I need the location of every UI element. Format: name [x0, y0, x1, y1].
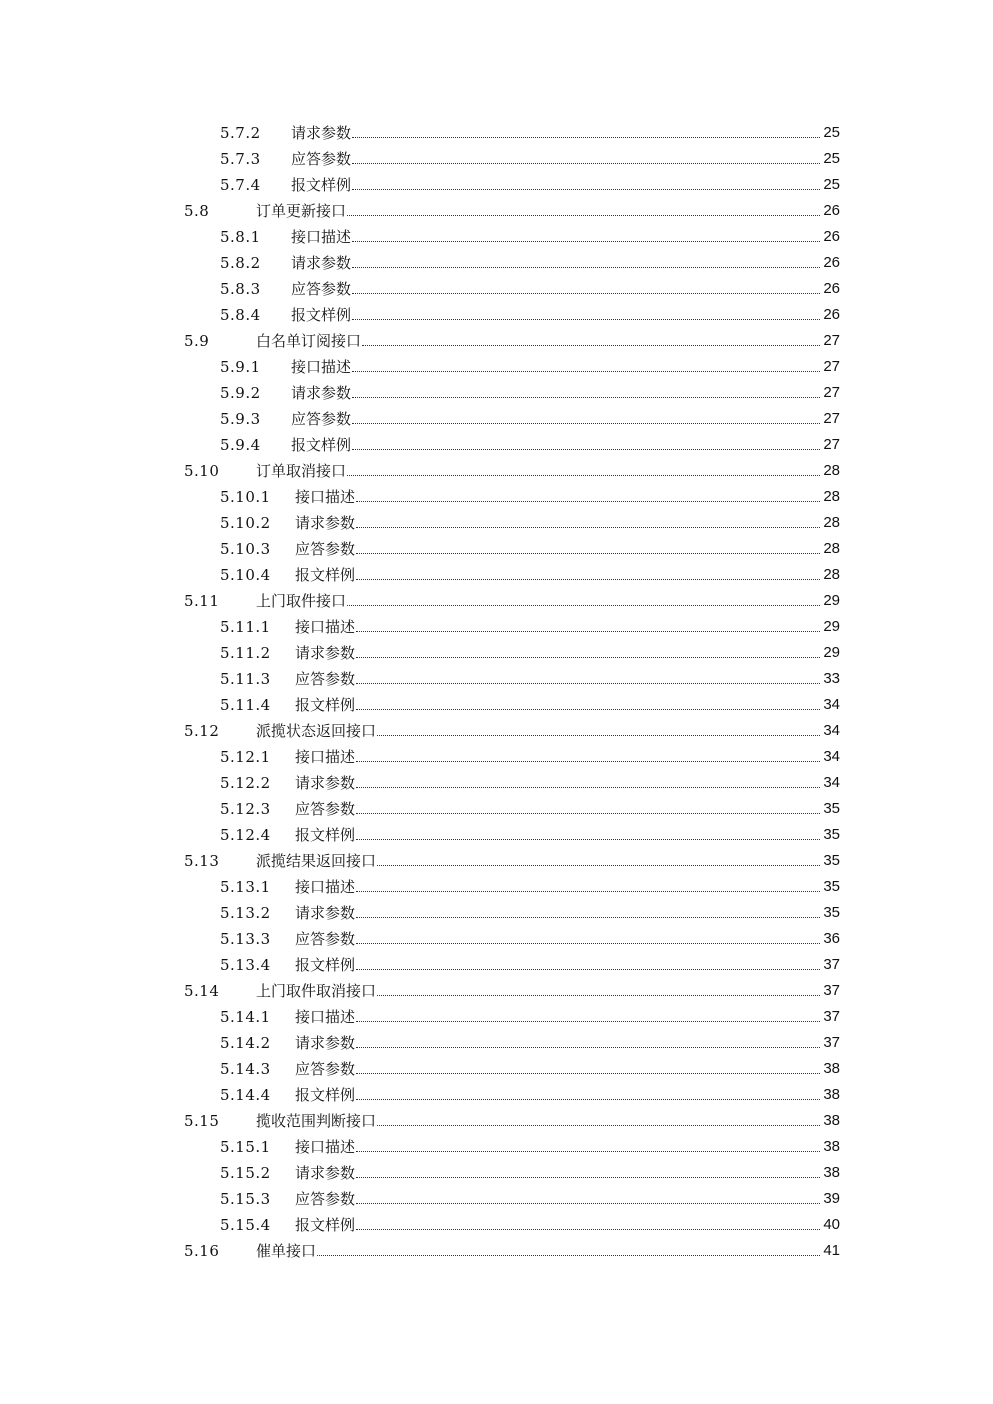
toc-entry-number: 5.15	[184, 1112, 220, 1130]
toc-dot-leader	[352, 371, 820, 372]
toc-dot-leader	[317, 1255, 820, 1256]
toc-entry-number: 5.13.4	[220, 956, 271, 974]
toc-entry[interactable]	[0, 432, 993, 458]
toc-entry-number: 5.15.2	[220, 1164, 271, 1182]
toc-dot-leader	[356, 501, 820, 502]
toc-entry-page-number: 34	[822, 744, 840, 770]
toc-dot-leader	[356, 1099, 820, 1100]
toc-dot-leader	[362, 345, 820, 346]
toc-entry-number: 5.14.3	[220, 1060, 271, 1078]
toc-entry-title: 请求参数	[291, 120, 352, 146]
toc-entry-number: 5.9.2	[220, 384, 261, 402]
toc-dot-leader	[356, 1021, 820, 1022]
toc-entry[interactable]	[0, 614, 993, 640]
toc-entry[interactable]	[0, 302, 993, 328]
toc-entry-page-number: 28	[822, 510, 840, 536]
toc-entry-page-number: 37	[822, 952, 840, 978]
toc-entry-number: 5.12	[184, 722, 220, 740]
toc-entry-number: 5.11.2	[220, 644, 271, 662]
toc-entry-page-number: 38	[822, 1134, 840, 1160]
toc-dot-leader	[356, 709, 820, 710]
toc-entry-page-number: 27	[822, 432, 840, 458]
toc-dot-leader	[352, 397, 820, 398]
toc-entry-number: 5.7.4	[220, 176, 261, 194]
toc-entry-number: 5.11.3	[220, 670, 271, 688]
toc-entry-number: 5.16	[184, 1242, 220, 1260]
toc-entry[interactable]	[0, 406, 993, 432]
toc-dot-leader	[347, 215, 820, 216]
toc-entry-page-number: 38	[822, 1082, 840, 1108]
toc-entry-number: 5.14.1	[220, 1008, 271, 1026]
toc-entry-title: 应答参数	[291, 276, 352, 302]
toc-entry-page-number: 25	[822, 120, 840, 146]
toc-entry[interactable]	[0, 198, 993, 224]
toc-entry-title: 派揽结果返回接口	[256, 848, 377, 874]
toc-entry-title: 揽收范围判断接口	[256, 1108, 377, 1134]
toc-entry-title: 接口描述	[291, 354, 352, 380]
toc-entry-title: 请求参数	[295, 900, 356, 926]
toc-entry[interactable]	[0, 1160, 993, 1186]
toc-entry-title: 请求参数	[295, 1030, 356, 1056]
toc-entry[interactable]	[0, 224, 993, 250]
toc-entry-page-number: 27	[822, 354, 840, 380]
toc-entry[interactable]	[0, 978, 993, 1004]
toc-entry[interactable]	[0, 120, 993, 146]
toc-entry-page-number: 36	[822, 926, 840, 952]
toc-entry-title: 报文样例	[295, 952, 356, 978]
toc-entry-number: 5.8.2	[220, 254, 261, 272]
toc-entry-number: 5.15.3	[220, 1190, 271, 1208]
toc-entry-number: 5.9.4	[220, 436, 261, 454]
toc-entry-page-number: 25	[822, 172, 840, 198]
toc-entry-title: 订单取消接口	[256, 458, 347, 484]
toc-entry-title: 报文样例	[291, 302, 352, 328]
toc-entry-title: 报文样例	[291, 172, 352, 198]
toc-entry-page-number: 39	[822, 1186, 840, 1212]
toc-entry-page-number: 37	[822, 1030, 840, 1056]
toc-dot-leader	[356, 1151, 820, 1152]
toc-entry-number: 5.8.3	[220, 280, 261, 298]
toc-entry[interactable]	[0, 926, 993, 952]
toc-entry-page-number: 33	[822, 666, 840, 692]
toc-entry[interactable]	[0, 562, 993, 588]
toc-entry-page-number: 26	[822, 198, 840, 224]
toc-entry-page-number: 25	[822, 146, 840, 172]
toc-entry-title: 派揽状态返回接口	[256, 718, 377, 744]
toc-entry[interactable]	[0, 250, 993, 276]
toc-entry[interactable]	[0, 354, 993, 380]
toc-dot-leader	[356, 787, 820, 788]
toc-entry-number: 5.11.1	[220, 618, 271, 636]
toc-dot-leader	[377, 1125, 820, 1126]
toc-entry-number: 5.9	[184, 332, 210, 350]
toc-dot-leader	[377, 735, 820, 736]
toc-entry[interactable]	[0, 1186, 993, 1212]
toc-entry[interactable]	[0, 1056, 993, 1082]
toc-entry-page-number: 35	[822, 822, 840, 848]
toc-entry-title: 应答参数	[291, 406, 352, 432]
toc-entry-title: 接口描述	[295, 1004, 356, 1030]
toc-entry[interactable]	[0, 510, 993, 536]
toc-entry-number: 5.12.3	[220, 800, 271, 818]
toc-entry-number: 5.15.4	[220, 1216, 271, 1234]
toc-entry-title: 接口描述	[295, 1134, 356, 1160]
toc-entry[interactable]	[0, 822, 993, 848]
toc-dot-leader	[352, 449, 820, 450]
toc-dot-leader	[356, 527, 820, 528]
toc-entry[interactable]	[0, 588, 993, 614]
toc-entry-page-number: 34	[822, 718, 840, 744]
toc-entry[interactable]	[0, 848, 993, 874]
toc-dot-leader	[356, 813, 820, 814]
toc-entry[interactable]	[0, 1212, 993, 1238]
toc-entry-number: 5.8.1	[220, 228, 261, 246]
toc-entry-title: 报文样例	[295, 692, 356, 718]
toc-entry-title: 报文样例	[291, 432, 352, 458]
toc-entry[interactable]	[0, 1108, 993, 1134]
toc-dot-leader	[377, 865, 820, 866]
toc-entry-page-number: 38	[822, 1160, 840, 1186]
toc-entry-number: 5.14	[184, 982, 220, 1000]
toc-entry-title: 请求参数	[291, 250, 352, 276]
toc-entry-title: 应答参数	[295, 666, 356, 692]
toc-entry-number: 5.10.2	[220, 514, 271, 532]
toc-entry-number: 5.10	[184, 462, 220, 480]
toc-dot-leader	[352, 163, 820, 164]
toc-dot-leader	[356, 1203, 820, 1204]
toc-entry-title: 应答参数	[291, 146, 352, 172]
toc-entry-page-number: 26	[822, 224, 840, 250]
toc-dot-leader	[356, 553, 820, 554]
toc-entry-page-number: 38	[822, 1056, 840, 1082]
toc-entry[interactable]	[0, 900, 993, 926]
toc-dot-leader	[352, 189, 820, 190]
toc-entry[interactable]	[0, 874, 993, 900]
toc-entry[interactable]	[0, 744, 993, 770]
toc-entry-page-number: 26	[822, 276, 840, 302]
toc-entry-page-number: 27	[822, 328, 840, 354]
toc-dot-leader	[347, 605, 820, 606]
toc-dot-leader	[356, 839, 820, 840]
toc-entry-page-number: 41	[822, 1238, 840, 1264]
toc-entry-page-number: 34	[822, 692, 840, 718]
toc-entry[interactable]	[0, 380, 993, 406]
toc-entry-title: 应答参数	[295, 1056, 356, 1082]
toc-entry-number: 5.11	[184, 592, 220, 610]
table-of-contents	[0, 120, 993, 1264]
toc-entry-number: 5.14.4	[220, 1086, 271, 1104]
toc-entry-title: 催单接口	[256, 1238, 317, 1264]
toc-dot-leader	[356, 631, 820, 632]
toc-entry-number: 5.12.2	[220, 774, 271, 792]
toc-entry-number: 5.15.1	[220, 1138, 271, 1156]
toc-dot-leader	[356, 943, 820, 944]
toc-entry[interactable]	[0, 1004, 993, 1030]
toc-dot-leader	[356, 917, 820, 918]
toc-entry-title: 应答参数	[295, 1186, 356, 1212]
toc-dot-leader	[356, 969, 820, 970]
toc-entry-page-number: 35	[822, 848, 840, 874]
toc-entry-title: 报文样例	[295, 562, 356, 588]
toc-entry-title: 白名单订阅接口	[256, 328, 362, 354]
toc-entry-title: 订单更新接口	[256, 198, 347, 224]
toc-entry-title: 请求参数	[291, 380, 352, 406]
toc-dot-leader	[347, 475, 820, 476]
toc-entry-number: 5.14.2	[220, 1034, 271, 1052]
toc-entry-page-number: 29	[822, 588, 840, 614]
toc-entry-page-number: 35	[822, 874, 840, 900]
toc-entry-title: 应答参数	[295, 536, 356, 562]
toc-entry-title: 应答参数	[295, 926, 356, 952]
toc-dot-leader	[356, 1177, 820, 1178]
toc-entry-page-number: 28	[822, 484, 840, 510]
toc-dot-leader	[356, 579, 820, 580]
toc-entry[interactable]	[0, 172, 993, 198]
toc-entry[interactable]	[0, 458, 993, 484]
toc-dot-leader	[356, 1229, 820, 1230]
toc-entry[interactable]	[0, 952, 993, 978]
toc-entry-title: 请求参数	[295, 510, 356, 536]
toc-entry-title: 请求参数	[295, 770, 356, 796]
toc-dot-leader	[356, 1073, 820, 1074]
toc-entry-title: 报文样例	[295, 1082, 356, 1108]
toc-dot-leader	[356, 657, 820, 658]
toc-entry-number: 5.9.1	[220, 358, 261, 376]
toc-entry-number: 5.12.1	[220, 748, 271, 766]
toc-dot-leader	[352, 241, 820, 242]
toc-entry[interactable]	[0, 770, 993, 796]
toc-dot-leader	[352, 293, 820, 294]
toc-entry[interactable]	[0, 666, 993, 692]
toc-entry-number: 5.8	[184, 202, 210, 220]
toc-dot-leader	[356, 761, 820, 762]
toc-entry-page-number: 40	[822, 1212, 840, 1238]
toc-entry-page-number: 26	[822, 302, 840, 328]
toc-entry-number: 5.10.3	[220, 540, 271, 558]
toc-entry-number: 5.11.4	[220, 696, 271, 714]
toc-dot-leader	[356, 891, 820, 892]
toc-entry-number: 5.10.4	[220, 566, 271, 584]
toc-entry-number: 5.7.2	[220, 124, 261, 142]
toc-dot-leader	[377, 995, 820, 996]
toc-entry-page-number: 37	[822, 978, 840, 1004]
toc-entry[interactable]	[0, 1134, 993, 1160]
toc-entry-title: 上门取件取消接口	[256, 978, 377, 1004]
toc-entry[interactable]	[0, 718, 993, 744]
toc-entry-page-number: 38	[822, 1108, 840, 1134]
toc-entry-title: 接口描述	[295, 484, 356, 510]
toc-entry-title: 报文样例	[295, 822, 356, 848]
toc-entry-page-number: 28	[822, 536, 840, 562]
toc-entry-page-number: 34	[822, 770, 840, 796]
toc-dot-leader	[352, 137, 820, 138]
toc-entry-number: 5.13.3	[220, 930, 271, 948]
toc-entry[interactable]	[0, 796, 993, 822]
toc-entry-title: 接口描述	[291, 224, 352, 250]
toc-entry-title: 接口描述	[295, 744, 356, 770]
toc-entry-title: 应答参数	[295, 796, 356, 822]
toc-entry-page-number: 27	[822, 380, 840, 406]
toc-entry-page-number: 35	[822, 796, 840, 822]
toc-entry-number: 5.10.1	[220, 488, 271, 506]
toc-entry-title: 请求参数	[295, 1160, 356, 1186]
toc-entry[interactable]	[0, 536, 993, 562]
toc-dot-leader	[356, 1047, 820, 1048]
toc-entry-title: 请求参数	[295, 640, 356, 666]
toc-entry-title: 接口描述	[295, 614, 356, 640]
toc-entry[interactable]	[0, 692, 993, 718]
toc-entry-page-number: 28	[822, 458, 840, 484]
toc-entry-page-number: 27	[822, 406, 840, 432]
toc-entry-title: 接口描述	[295, 874, 356, 900]
toc-entry-page-number: 35	[822, 900, 840, 926]
toc-entry[interactable]	[0, 276, 993, 302]
toc-dot-leader	[356, 683, 820, 684]
toc-entry-title: 报文样例	[295, 1212, 356, 1238]
toc-entry[interactable]	[0, 1030, 993, 1056]
toc-entry-number: 5.8.4	[220, 306, 261, 324]
toc-entry[interactable]	[0, 484, 993, 510]
toc-dot-leader	[352, 267, 820, 268]
toc-entry-page-number: 28	[822, 562, 840, 588]
toc-entry-number: 5.13.2	[220, 904, 271, 922]
toc-entry-page-number: 26	[822, 250, 840, 276]
toc-entry-number: 5.12.4	[220, 826, 271, 844]
toc-entry-page-number: 29	[822, 640, 840, 666]
toc-entry-number: 5.13.1	[220, 878, 271, 896]
toc-entry-number: 5.13	[184, 852, 220, 870]
toc-entry-page-number: 37	[822, 1004, 840, 1030]
toc-entry[interactable]	[0, 1082, 993, 1108]
toc-dot-leader	[352, 423, 820, 424]
toc-entry[interactable]	[0, 146, 993, 172]
toc-entry-number: 5.9.3	[220, 410, 261, 428]
toc-entry-title: 上门取件接口	[256, 588, 347, 614]
toc-entry-number: 5.7.3	[220, 150, 261, 168]
toc-entry[interactable]	[0, 640, 993, 666]
toc-entry[interactable]	[0, 328, 993, 354]
toc-entry-page-number: 29	[822, 614, 840, 640]
toc-dot-leader	[352, 319, 820, 320]
toc-entry[interactable]	[0, 1238, 993, 1264]
